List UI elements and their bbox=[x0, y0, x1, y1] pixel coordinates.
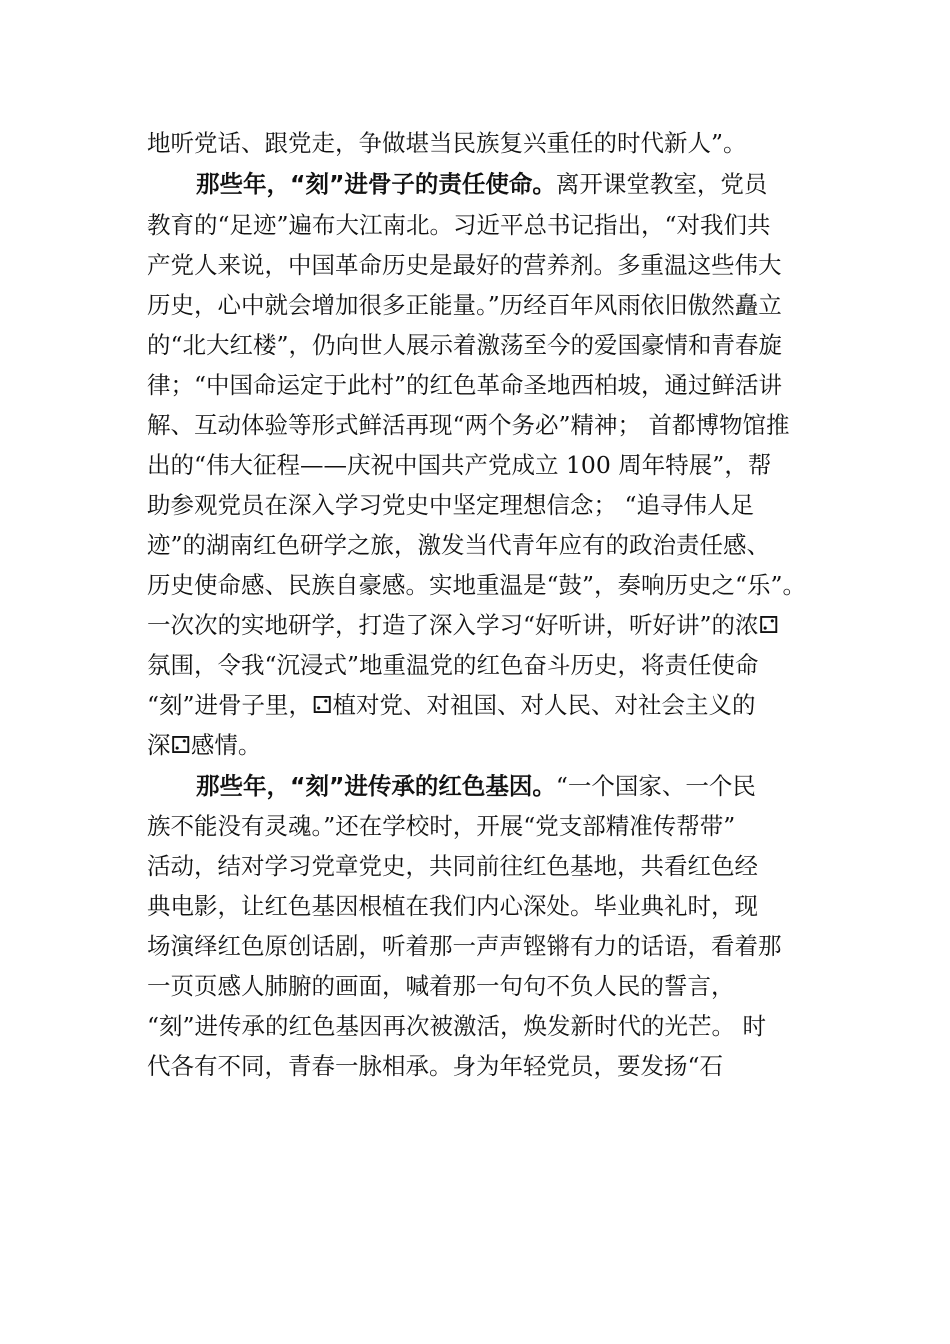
body-text: “一个国家、一个民 bbox=[555, 772, 756, 800]
section-heading: 那些年，“刻”进骨子的责任使命。 bbox=[196, 170, 556, 198]
body-line: 地听党话、跟党走，争做堪当民族复兴重任的时代新人”。 bbox=[147, 129, 747, 157]
body-line: 的“北大红楼”，仍向世人展示着激荡至今的爱国豪情和青春旋 bbox=[147, 331, 783, 359]
body-line: 氛围，令我“沉浸式”地重温党的红色奋斗历史，将责任使命 bbox=[147, 651, 759, 679]
body-line: 律；“中国命运定于此村”的红色革命圣地西柏坡，通过鲜活讲 bbox=[147, 371, 783, 399]
body-line: 族不能没有灵魂。”还在学校时，开展“党支部精准传帮带” bbox=[147, 812, 736, 840]
section-heading: 那些年，“刻”进传承的红色基因。 bbox=[196, 772, 556, 800]
body-line: “刻”进传承的红色基因再次被激活，焕发新时代的光芒。 时 bbox=[147, 1012, 766, 1040]
body-line: 助参观党员在深入学习党史中坚定理想信念； “追寻伟人足 bbox=[147, 491, 754, 519]
body-line: 历史，心中就会增加很多正能量。”历经百年风雨依旧傲然矗立 bbox=[147, 291, 782, 319]
body-text: 离开课堂教室，党员 bbox=[555, 170, 768, 198]
body-line: 产党人来说，中国革命历史是最好的营养剂。多重温这些伟大 bbox=[147, 251, 782, 279]
paragraph-2 bbox=[196, 766, 756, 806]
body-line: 场演绎红色原创话剧，听着那一声声铿锵有力的话语，看着那 bbox=[147, 932, 782, 960]
body-line: 出的“伟大征程——庆祝中国共产党成立 100 周年特展”，帮 bbox=[147, 451, 772, 479]
body-line: 典电影，让红色基因根植在我们内心深处。毕业典礼时，现 bbox=[147, 892, 758, 920]
body-line: 一页页感人肺腑的画面，喊着那一句句不负人民的誓言， bbox=[147, 972, 735, 1000]
body-line: “刻”进骨子里，⚁植对党、对祖国、对人民、对社会主义的 bbox=[147, 691, 756, 719]
body-line: 迹”的湖南红色研学之旅，激发当代青年应有的政治责任感、 bbox=[147, 531, 771, 559]
body-line: 历史使命感、民族自豪感。实地重温是“鼓”，奏响历史之“乐”。 bbox=[147, 571, 807, 599]
body-line: 代各有不同，青春一脉相承。身为年轻党员，要发扬“石 bbox=[147, 1052, 724, 1080]
body-line: 深⚁感情。 bbox=[147, 731, 262, 759]
body-line: 解、互动体验等形式鲜活再现“两个务必”精神； 首都博物馆推 bbox=[147, 411, 790, 439]
paragraph-1 bbox=[196, 164, 767, 204]
body-line: 活动，结对学习党章党史，共同前往红色基地，共看红色经 bbox=[147, 852, 758, 880]
body-line: 教育的“足迹”遍布大江南北。习近平总书记指出，“对我们共 bbox=[147, 211, 771, 239]
body-line: 一次次的实地研学，打造了深入学习“好听讲，听好讲”的浓⚁ bbox=[147, 611, 779, 639]
